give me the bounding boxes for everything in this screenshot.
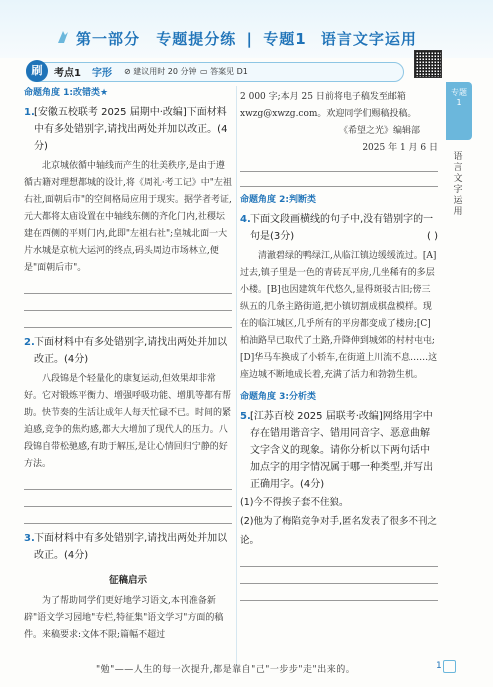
angle-heading-3: 命题角度 3:分析类 — [240, 392, 316, 402]
qr-code-icon[interactable] — [414, 50, 442, 78]
question-3-passage: 为了帮助同学们更好地学习语文,本刊准备新辟"语文学习园地"专栏,特征集"语文学习"方面的稿件。来稿要求:文体不限;篇幅不超过 — [24, 596, 224, 640]
page-corner-icon — [443, 660, 456, 673]
chapter-tab-label: 专题1 — [451, 88, 467, 107]
angle-heading-2: 命题角度 2:判断类 — [240, 195, 316, 205]
header-part: 第一部分 — [76, 30, 141, 48]
question-number: 1. — [24, 107, 35, 118]
answer-line[interactable] — [24, 523, 232, 524]
answer-line[interactable] — [24, 506, 232, 507]
notice-title: 征稿启示 — [108, 575, 147, 586]
header-separator: | — [246, 30, 253, 48]
question-number: 4. — [240, 214, 251, 225]
question-prompt: 下面文段画横线的句子中,没有错别字的一句是(3分) — [250, 214, 434, 242]
header-topic: 专题1 — [263, 30, 307, 48]
question-number: 2. — [24, 337, 35, 348]
answer-bracket[interactable]: ( ) — [427, 231, 438, 242]
question-number: 5. — [240, 411, 251, 422]
question-3-passage-continued: 2 000 字;本月 25 日前将电子稿发至邮箱 xwzg@xwzg.com。欢迎同学们赐稿投稿。 — [240, 92, 417, 119]
answer-line[interactable] — [240, 566, 438, 567]
question-prompt: 下面材料中有多处错别字,请找出两处并加以改正。(4分) — [34, 337, 228, 365]
left-column — [24, 86, 232, 644]
question-prompt: [安徽五校联考 2025 届期中·改编]下面材料中有多处错别字,请找出两处并加以改正。(4分) — [34, 107, 228, 152]
answer-line[interactable] — [24, 293, 232, 294]
answer-line[interactable] — [24, 327, 232, 328]
question-3 — [24, 530, 232, 564]
question-1-passage: 北京城依循中轴线而产生的壮美秩序,是由于遵循古籍对理想都城的设计,将《周礼·考工记》中"左祖右社,面朝后市"的空间格局应用于现实。据学者考证,元大都将太庙设置在中轴线东侧的齐化门内,社稷坛建在西侧的平则门内,此即"左祖右社";皇城北面一大片水城是京杭大运河的终点,码头周边市场林立,便是"面朝后市"。 — [24, 161, 232, 273]
suggested-time — [124, 66, 197, 77]
answer-line[interactable] — [24, 310, 232, 311]
suggested-time-text: 建议用时 20 分钟 — [133, 67, 197, 76]
question-2 — [24, 334, 232, 368]
question-5-item-2: (2)他为了梅陷竞争对手,匿名发表了很多不刊之论。 — [240, 516, 437, 546]
question-5-item-1: (1)今不得挨子套不住狼。 — [240, 497, 349, 508]
right-column — [240, 86, 438, 601]
answer-ref-text: 答案见 D1 — [210, 67, 248, 76]
question-1 — [24, 104, 232, 155]
footer-motto: "勉"——人生的每一次提升,都是靠自"己"一步步"走"出来的。 — [96, 665, 356, 675]
topic-point: 考点1 — [54, 68, 81, 79]
question-4-passage: 清澈碧绿的鸭绿江,从临江镇边缓缓流过。[A]过去,镇子里是一色的青砖瓦平房,几坐稀有的多层小楼。[B]也因建筑年代悠久,显得斑驳古旧;傍三纵五的几条主路街道,把小镇切割成棋盘模样。现在的临江城区,几乎所有的平房都变成了楼房;[C]柏油路早已取代了土路,升降伸到城郊的村村屯屯;[D]华马车换成了小轿车,在街道上川流不息……这座边城不断地成长着,充满了活力和勃勃生机。 — [240, 251, 438, 380]
answer-line[interactable] — [240, 186, 438, 187]
answer-line[interactable] — [240, 600, 438, 601]
page-number: 1 — [436, 661, 442, 671]
answer-line[interactable] — [240, 171, 438, 172]
header-title — [62, 28, 417, 49]
book-icon: ▭ — [200, 67, 208, 76]
header-topic-name: 语言文字运用 — [320, 30, 417, 48]
notice-signature: 《希望之光》编辑部 — [338, 126, 420, 136]
answer-ref — [200, 66, 248, 77]
chapter-tab-text: 语言文字运用 — [453, 152, 463, 217]
question-5 — [240, 408, 438, 493]
topic-point-name: 字形 — [92, 68, 112, 79]
question-2-passage: 八段锦是个轻量化的康复运动,但效果却非常好。它对锻炼平衡力、增强呼吸功能、增肌等都有帮助。快节奏的生活让成年人每天忙碌不已。时间的紧迫感,竞争的焦灼感,都大大增加了现代人的压力。八段锦自带松驰感,有助于解压,是让心情回归宁静的好方法。 — [24, 374, 232, 469]
column-divider — [236, 86, 237, 666]
answer-line[interactable] — [240, 583, 438, 584]
clock-icon: ⊘ — [124, 67, 131, 76]
question-prompt: [江苏百校 2025 届联考·改编]网络用字中存在错用谐音字、错用同音字、恶意曲解文字含义的现象。请你分析以下两句话中加点字的用字情况属于哪一种类型,并写出正确用字。(4分) — [250, 411, 434, 490]
question-number: 3. — [24, 533, 35, 544]
answer-line[interactable] — [24, 489, 232, 490]
question-4 — [240, 211, 438, 245]
header-section: 专题提分练 — [156, 30, 237, 48]
notice-date: 2025 年 1 月 6 日 — [362, 143, 438, 153]
topic-badge: 刷 — [26, 60, 48, 82]
angle-heading-1: 命题角度 1:改错类★ — [24, 88, 109, 98]
question-prompt: 下面材料中有多处错别字,请找出两处并加以改正。(4分) — [34, 533, 228, 561]
